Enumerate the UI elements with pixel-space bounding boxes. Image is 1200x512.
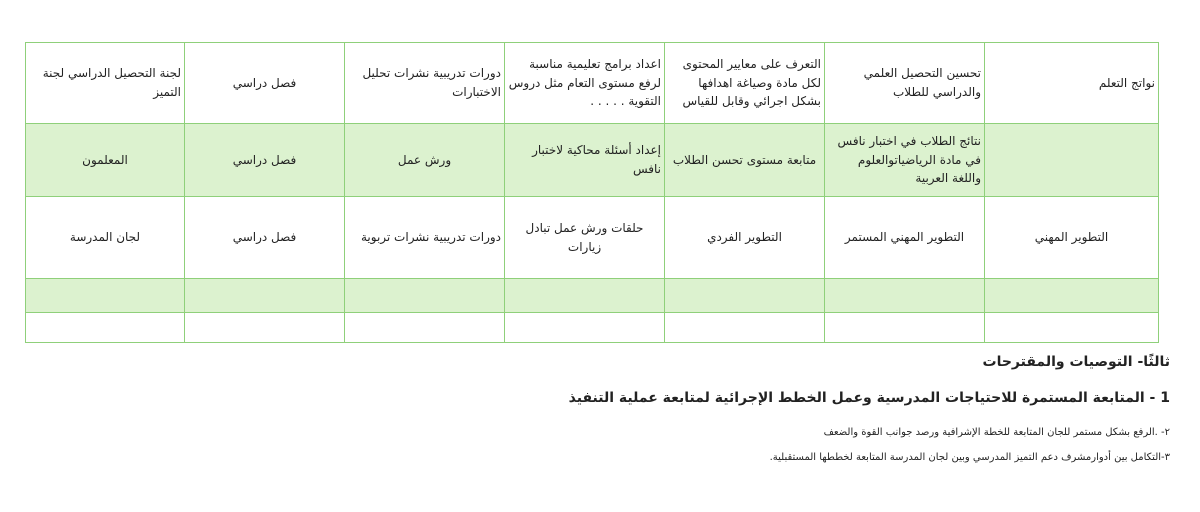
table-cell: لجان المدرسة	[26, 197, 185, 279]
table-row	[26, 124, 1159, 197]
table-cell: نواتج التعلم	[985, 43, 1159, 124]
table-cell	[505, 313, 665, 343]
table-cell: التطوير الفردي	[665, 197, 825, 279]
table-cell: اعداد برامج تعليمية مناسبة لرفع مستوى التعام مثل دروس التقوية . . . . .	[505, 43, 665, 124]
plan-table	[25, 42, 1159, 343]
table-row	[26, 197, 1159, 279]
recommendations-title: ثالثًا- التوصيات والمقترحات	[982, 354, 1170, 370]
table-cell	[505, 279, 665, 313]
table-cell	[985, 124, 1159, 197]
table-cell: التعرف على معايير المحتوى لكل مادة وصياغة اهدافها بشكل اجرائي وقابل للقياس	[665, 43, 825, 124]
table-row	[26, 313, 1159, 343]
table-row	[26, 43, 1159, 124]
table-cell	[345, 279, 505, 313]
table-cell	[985, 313, 1159, 343]
table-cell	[665, 313, 825, 343]
table-cell: نتائج الطلاب في اختبار نافس في مادة الرياضياتوالعلوم واللغة العربية	[825, 124, 985, 197]
table-cell	[825, 313, 985, 343]
table-cell: التطوير المهني	[985, 197, 1159, 279]
table-cell	[825, 279, 985, 313]
table-cell	[985, 279, 1159, 313]
table-cell	[665, 279, 825, 313]
table-cell: التطوير المهني المستمر	[825, 197, 985, 279]
table-cell: تحسين التحصيل العلمي والدراسي للطلاب	[825, 43, 985, 124]
table-cell: ورش عمل	[345, 124, 505, 197]
table-cell: فصل دراسي	[185, 43, 345, 124]
table-cell: دورات تدريبية نشرات تربوية	[345, 197, 505, 279]
table-cell	[345, 313, 505, 343]
table-cell: فصل دراسي	[185, 197, 345, 279]
recommendation-item-3: ٣-التكامل بين أدوارمشرف دعم التميز المدرسي وبين لجان المدرسة المتابعة لخططها المستقبلية.	[769, 452, 1170, 463]
table-cell: حلقات ورش عمل تبادل زيارات	[505, 197, 665, 279]
table-cell	[185, 313, 345, 343]
recommendation-item-2: ٢- .الرفع بشكل مستمر للجان المتابعة للخطة الإشرافية ورصد جوانب القوة والضعف	[823, 427, 1170, 438]
table-cell: المعلمون	[26, 124, 185, 197]
recommendation-item-1: 1 - المتابعة المستمرة للاحتياجات المدرسية وعمل الخطط الإجرائية لمتابعة عملية التنفيذ	[568, 390, 1170, 406]
table-cell: دورات تدريبية نشرات تحليل الاختبارات	[345, 43, 505, 124]
table-cell: لجنة التحصيل الدراسي لجنة التميز	[26, 43, 185, 124]
table-cell	[26, 313, 185, 343]
table-cell	[185, 279, 345, 313]
table-cell	[26, 279, 185, 313]
table-cell: فصل دراسي	[185, 124, 345, 197]
table-cell: إعداد أسئلة محاكية لاختبار نافس	[505, 124, 665, 197]
table-row	[26, 279, 1159, 313]
table-cell: متابعة مستوى تحسن الطلاب	[665, 124, 825, 197]
